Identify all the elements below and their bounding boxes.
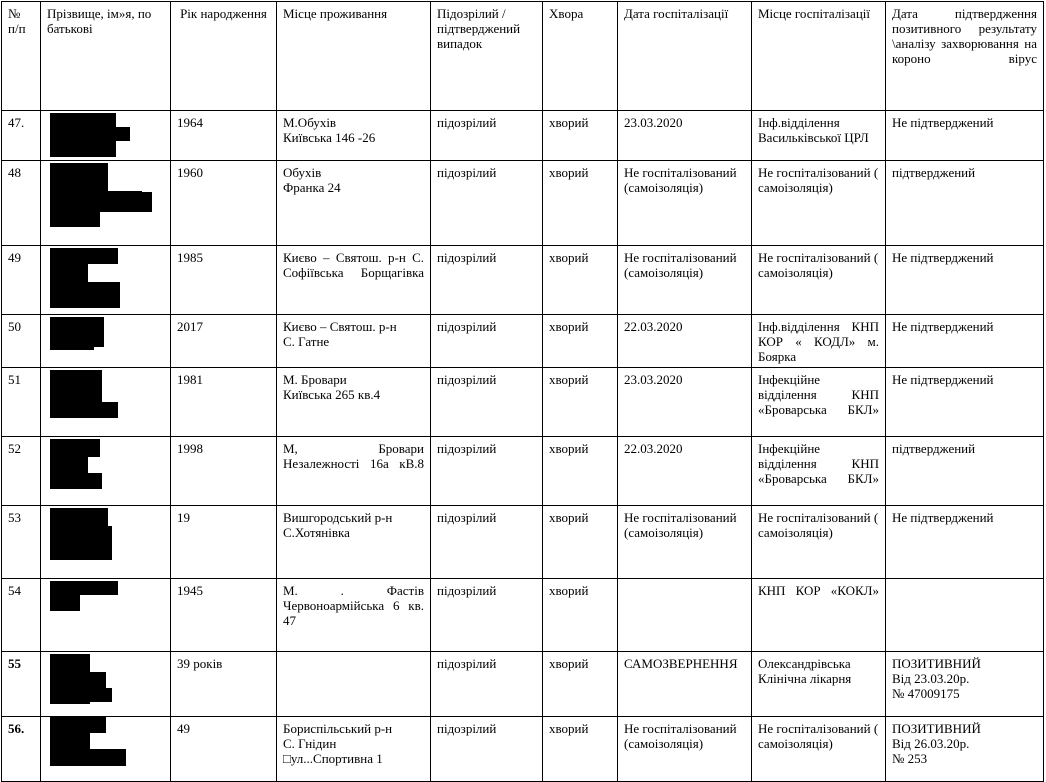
row-confirm: Не підтверджений: [886, 315, 1044, 368]
row-hosp-date: Не госпіталізований (самоізоляція): [618, 506, 752, 579]
redacted-name: [41, 315, 171, 368]
row-year: 49: [171, 717, 277, 782]
row-address: М, Бровари Незалежності 16а кВ.8: [277, 437, 431, 506]
row-hosp-date: Не госпіталізований (самоізоляція): [618, 246, 752, 315]
row-year: 1998: [171, 437, 277, 506]
row-num: 53: [2, 506, 41, 579]
row-address: Обухів Франка 24: [277, 161, 431, 246]
row-status: підозрілий: [431, 506, 543, 579]
row-sick: хворий: [543, 652, 618, 717]
row-sick: хворий: [543, 579, 618, 652]
header-hosp-place: Місце госпіталізації: [752, 2, 886, 111]
row-address: М.Обухів Київська 146 -26: [277, 111, 431, 161]
row-hosp-date: 23.03.2020: [618, 111, 752, 161]
row-hosp-place: Не госпіталізований ( самоізоляція): [752, 246, 886, 315]
row-address: М. Бровари Київська 265 кв.4: [277, 368, 431, 437]
row-confirm: Не підтверджений: [886, 368, 1044, 437]
row-sick: хворий: [543, 506, 618, 579]
row-num: 50: [2, 315, 41, 368]
redacted-name: [41, 652, 171, 717]
table-row: [2, 717, 1044, 782]
header-sick: Хвора: [543, 2, 618, 111]
table-row: [2, 506, 1044, 579]
row-address: Бориспільський р-н С. Гнідин □ул...Спортивна 1: [277, 717, 431, 782]
row-year: 2017: [171, 315, 277, 368]
row-num: 54: [2, 579, 41, 652]
row-status: підозрілий: [431, 368, 543, 437]
row-status: підозрілий: [431, 579, 543, 652]
row-num: 52: [2, 437, 41, 506]
row-hosp-date: 23.03.2020: [618, 368, 752, 437]
row-hosp-place: Інфекційне відділення КНП «Броварська БКЛ»: [752, 437, 886, 506]
header-address: Місце проживання: [277, 2, 431, 111]
row-num: 55: [2, 652, 41, 717]
row-status: підозрілий: [431, 437, 543, 506]
row-sick: хворий: [543, 717, 618, 782]
redacted-name: [41, 717, 171, 782]
row-sick: хворий: [543, 161, 618, 246]
row-sick: хворий: [543, 437, 618, 506]
header-row: [2, 2, 1044, 111]
row-hosp-place: Інф.відділення Васильківської ЦРЛ: [752, 111, 886, 161]
row-year: 1964: [171, 111, 277, 161]
row-confirm: підтверджений: [886, 437, 1044, 506]
row-hosp-place: Не госпіталізований ( самоізоляція): [752, 506, 886, 579]
row-address: Києво – Святош. р-н С. Гатне: [277, 315, 431, 368]
row-confirm: Не підтверджений: [886, 506, 1044, 579]
row-year: 39 років: [171, 652, 277, 717]
table-row: [2, 111, 1044, 161]
row-hosp-date: Не госпіталізований (самоізоляція): [618, 161, 752, 246]
row-num: 48: [2, 161, 41, 246]
row-hosp-date: САМОЗВЕРНЕННЯ: [618, 652, 752, 717]
table-row: [2, 368, 1044, 437]
redacted-name: [41, 437, 171, 506]
table-row: [2, 246, 1044, 315]
row-status: підозрілий: [431, 246, 543, 315]
row-hosp-date: 22.03.2020: [618, 315, 752, 368]
table-row: [2, 437, 1044, 506]
row-confirm: ПОЗИТИВНИЙ Від 23.03.20р. № 47009175: [886, 652, 1044, 717]
table-row: [2, 161, 1044, 246]
row-hosp-place: Інф.відділення КНП КОР « КОДЛ» м. Боярка: [752, 315, 886, 368]
redacted-name: [41, 506, 171, 579]
row-hosp-place: Олександрівська Клінічна лікарня: [752, 652, 886, 717]
patients-table: [1, 1, 1044, 782]
header-confirm-date: Дата підтвердження позитивного результату \аналізу захворювання на короно вірус: [886, 2, 1044, 111]
row-hosp-place: Не госпіталізований ( самоізоляція): [752, 717, 886, 782]
row-status: підозрілий: [431, 315, 543, 368]
row-confirm: підтверджений: [886, 161, 1044, 246]
header-status: Підозрілий / підтверджений випадок: [431, 2, 543, 111]
row-confirm: [886, 579, 1044, 652]
row-address: Вишгородський р-н С.Хотянівка: [277, 506, 431, 579]
redacted-name: [41, 579, 171, 652]
row-address: [277, 652, 431, 717]
row-status: підозрілий: [431, 717, 543, 782]
row-sick: хворий: [543, 315, 618, 368]
table-row: [2, 652, 1044, 717]
row-hosp-date: [618, 579, 752, 652]
row-sick: хворий: [543, 368, 618, 437]
row-year: 1985: [171, 246, 277, 315]
redacted-name: [41, 246, 171, 315]
row-hosp-date: 22.03.2020: [618, 437, 752, 506]
row-hosp-date: Не госпіталізований (самоізоляція): [618, 717, 752, 782]
row-address: Києво – Святош. р-н С. Софіївська Борщагівка: [277, 246, 431, 315]
row-num: 49: [2, 246, 41, 315]
header-year: Рік народження: [171, 2, 277, 111]
row-num: 51: [2, 368, 41, 437]
redacted-name: [41, 161, 171, 246]
row-status: підозрілий: [431, 652, 543, 717]
row-confirm: Не підтверджений: [886, 111, 1044, 161]
row-sick: хворий: [543, 111, 618, 161]
header-name: Прізвище, ім»я, по батькові: [41, 2, 171, 111]
table-row: [2, 579, 1044, 652]
row-sick: хворий: [543, 246, 618, 315]
redacted-name: [41, 111, 171, 161]
row-address: М. . Фастів Червоноармійська 6 кв. 47: [277, 579, 431, 652]
redacted-name: [41, 368, 171, 437]
row-status: підозрілий: [431, 111, 543, 161]
row-year: 1960: [171, 161, 277, 246]
row-num: 56.: [2, 717, 41, 782]
row-year: 19: [171, 506, 277, 579]
row-year: 1945: [171, 579, 277, 652]
header-hosp-date: Дата госпіталізації: [618, 2, 752, 111]
row-year: 1981: [171, 368, 277, 437]
table-row: [2, 315, 1044, 368]
row-status: підозрілий: [431, 161, 543, 246]
row-hosp-place: Інфекційне відділення КНП «Броварська БКЛ»: [752, 368, 886, 437]
row-confirm: Не підтверджений: [886, 246, 1044, 315]
header-num: № п/п: [2, 2, 41, 111]
row-confirm: ПОЗИТИВНИЙ Від 26.03.20р. № 253: [886, 717, 1044, 782]
row-hosp-place: Не госпіталізований ( самоізоляція): [752, 161, 886, 246]
row-hosp-place: КНП КОР «КОКЛ»: [752, 579, 886, 652]
row-num: 47.: [2, 111, 41, 161]
